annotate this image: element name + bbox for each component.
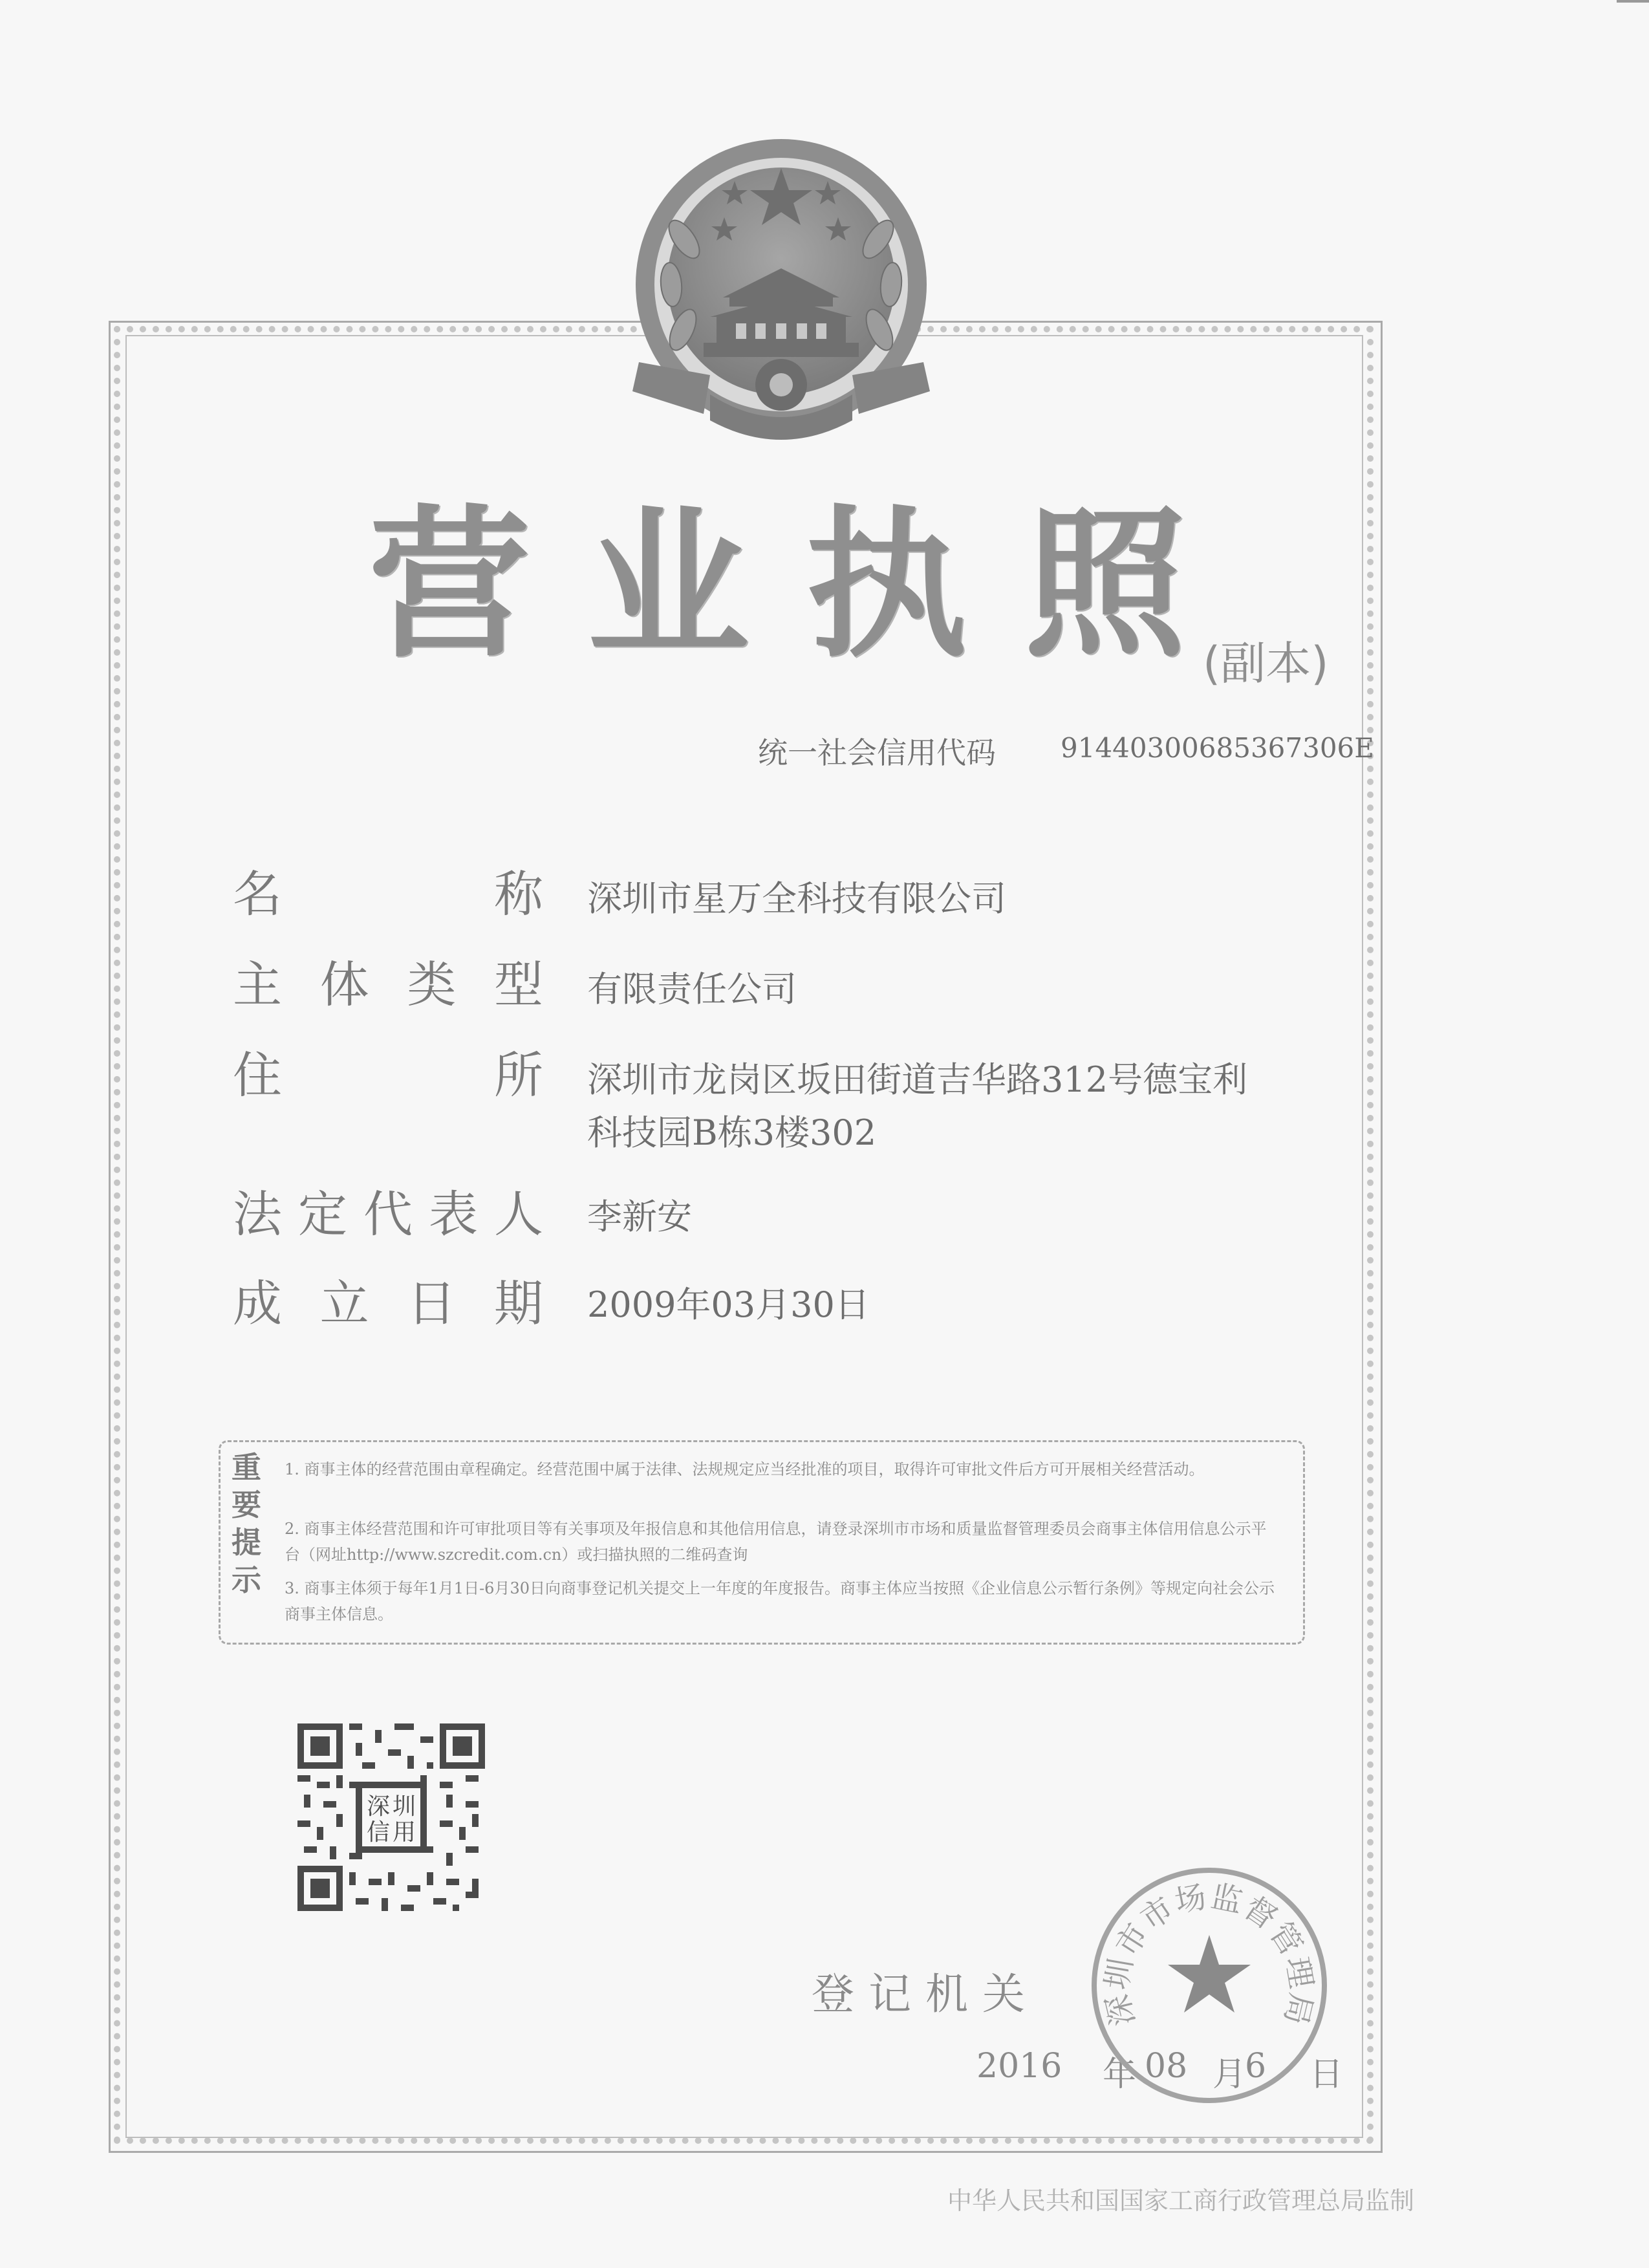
issuer-note: 中华人民共和国国家工商行政管理总局监制	[947, 2187, 1415, 2215]
field-label-legal-rep: 法定代表人	[233, 1185, 543, 1243]
registration-year-unit: 年	[1103, 2055, 1137, 2094]
field-label-name: 名称	[233, 865, 543, 923]
registration-month: 08	[1145, 2047, 1188, 2086]
registration-authority-label: 登记机关	[812, 1969, 1039, 2019]
field-value-address-line2: 科技园B栋3楼302	[587, 1112, 877, 1153]
document-title: 营业执照	[369, 491, 1243, 679]
qr-logo-char: 用	[392, 1819, 416, 1846]
notice-heading: 重 要 提 示	[232, 1450, 261, 1597]
notice-item: 1. 商事主体的经营范围由章程确定。经营范围中属于法律、法规规定应当经批准的项目，取得许可审批文件后方可开展相关经营活动。	[285, 1460, 1205, 1478]
notice-item: 2. 商事主体经营范围和许可审批项目等有关事项及年报信息和其他信用信息，请登录深圳市市场和质量监督管理委员会商事主体信用信息公示平台（网址http://www.szcredit.com.cn）或扫描执照的二维码查询	[285, 1520, 1267, 1564]
qr-logo-char: 圳	[392, 1793, 416, 1820]
registration-month-unit: 月	[1212, 2055, 1247, 2094]
document-subtitle: (副本)	[1203, 637, 1329, 690]
registration-day-unit: 日	[1310, 2055, 1344, 2094]
credit-code-label: 统一社会信用代码	[758, 735, 996, 770]
field-value-legal-rep: 李新安	[587, 1196, 692, 1237]
field-value-address-line1: 深圳市龙岗区坂田街道吉华路312号德宝利	[587, 1059, 1248, 1100]
registration-day: 6	[1245, 2047, 1267, 2086]
qr-code[interactable]	[297, 1723, 485, 1911]
corner-mark	[1617, 0, 1649, 3]
qr-logo-char: 信	[366, 1819, 391, 1846]
credit-code-value: 91440300685367306E	[1061, 732, 1374, 764]
field-value-name: 深圳市星万全科技有限公司	[587, 878, 1006, 919]
field-value-type: 有限责任公司	[587, 969, 797, 1010]
field-value-established: 2009年03月30日	[587, 1284, 870, 1325]
svg-text:深圳市市场监督管理局: 深圳市市场监督管理局	[1099, 1878, 1320, 2030]
qr-logo-char: 深	[366, 1793, 391, 1820]
field-label-address: 住所	[233, 1046, 543, 1104]
notice-item: 3. 商事主体须于每年1月1日-6月30日向商事登记机关提交上一年度的年度报告。商事主体应当按照《企业信息公示暂行条例》等规定向社会公示商事主体信息。	[285, 1579, 1275, 1623]
field-label-established: 成立日期	[233, 1275, 543, 1332]
national-emblem	[626, 136, 936, 453]
field-label-type: 主体类型	[233, 956, 543, 1013]
registration-year: 2016	[976, 2047, 1062, 2086]
official-seal	[1086, 1863, 1332, 2108]
